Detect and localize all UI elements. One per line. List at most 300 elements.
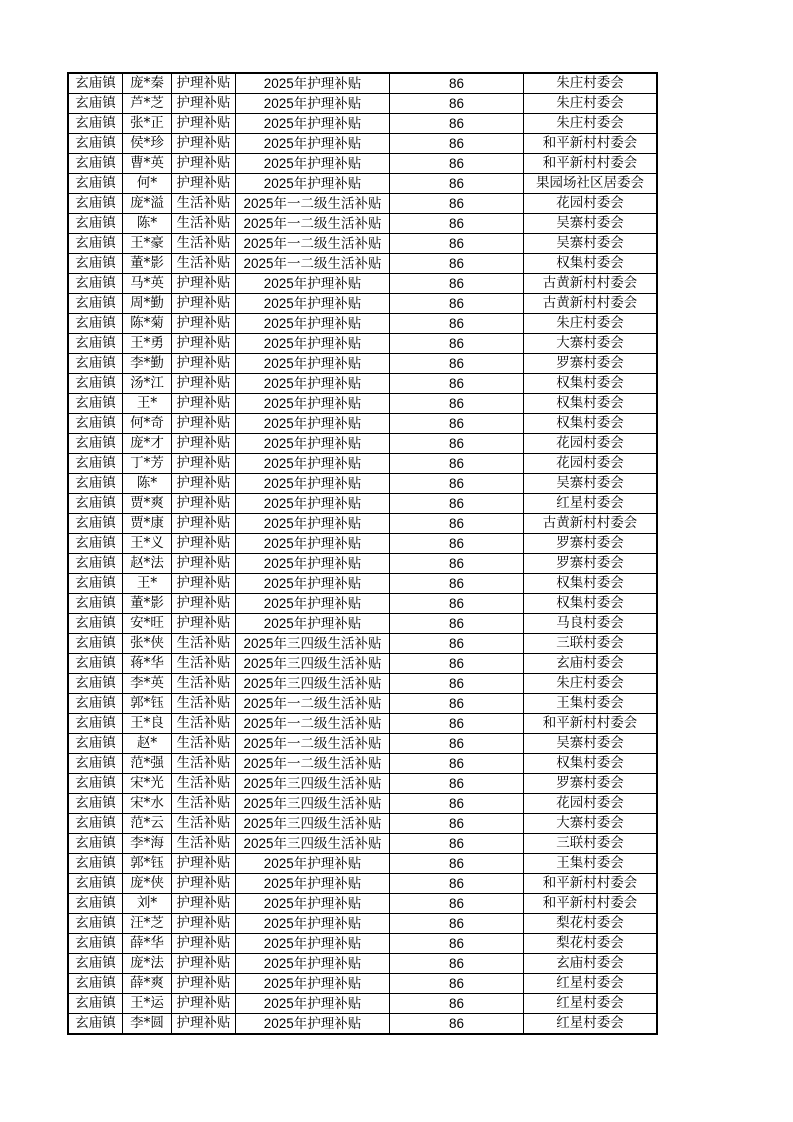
subsidy-item-cell: 2025年三四级生活补贴	[236, 794, 390, 814]
subsidy-type-cell: 护理补贴	[172, 894, 236, 914]
name-cell: 王*运	[123, 994, 172, 1014]
table-row	[68, 374, 657, 394]
subsidy-type-cell: 护理补贴	[172, 474, 236, 494]
town-cell: 玄庙镇	[68, 154, 123, 174]
subsidy-type-cell: 护理补贴	[172, 394, 236, 414]
subsidy-item-cell: 2025年护理补贴	[236, 994, 390, 1014]
village-committee-cell: 花园村委会	[524, 194, 658, 214]
subsidy-type-cell: 护理补贴	[172, 154, 236, 174]
town-cell: 玄庙镇	[68, 554, 123, 574]
town-cell: 玄庙镇	[68, 974, 123, 994]
name-cell: 何*奇	[123, 414, 172, 434]
name-cell: 周*勤	[123, 294, 172, 314]
subsidy-item-cell: 2025年护理补贴	[236, 514, 390, 534]
amount-cell: 86	[390, 654, 524, 674]
subsidy-item-cell: 2025年护理补贴	[236, 174, 390, 194]
name-cell: 贾*爽	[123, 494, 172, 514]
town-cell: 玄庙镇	[68, 614, 123, 634]
subsidy-type-cell: 护理补贴	[172, 334, 236, 354]
subsidy-item-cell: 2025年护理补贴	[236, 274, 390, 294]
subsidy-type-cell: 护理补贴	[172, 554, 236, 574]
town-cell: 玄庙镇	[68, 214, 123, 234]
village-committee-cell: 红星村委会	[524, 994, 658, 1014]
subsidy-item-cell: 2025年护理补贴	[236, 454, 390, 474]
amount-cell: 86	[390, 934, 524, 954]
amount-cell: 86	[390, 614, 524, 634]
subsidy-item-cell: 2025年护理补贴	[236, 474, 390, 494]
subsidy-item-cell: 2025年护理补贴	[236, 1014, 390, 1035]
subsidy-item-cell: 2025年三四级生活补贴	[236, 634, 390, 654]
amount-cell: 86	[390, 294, 524, 314]
amount-cell: 86	[390, 694, 524, 714]
subsidy-item-cell: 2025年护理补贴	[236, 394, 390, 414]
town-cell: 玄庙镇	[68, 434, 123, 454]
table-row	[68, 434, 657, 454]
village-committee-cell: 吴寨村委会	[524, 474, 658, 494]
village-committee-cell: 王集村委会	[524, 694, 658, 714]
subsidy-item-cell: 2025年护理补贴	[236, 134, 390, 154]
subsidy-type-cell: 生活补贴	[172, 714, 236, 734]
table-row	[68, 674, 657, 694]
table-row	[68, 294, 657, 314]
amount-cell: 86	[390, 914, 524, 934]
name-cell: 庞*才	[123, 434, 172, 454]
subsidy-item-cell: 2025年护理补贴	[236, 374, 390, 394]
table-row	[68, 274, 657, 294]
village-committee-cell: 红星村委会	[524, 1014, 658, 1035]
village-committee-cell: 玄庙村委会	[524, 654, 658, 674]
village-committee-cell: 朱庄村委会	[524, 314, 658, 334]
subsidy-type-cell: 生活补贴	[172, 734, 236, 754]
town-cell: 玄庙镇	[68, 334, 123, 354]
amount-cell: 86	[390, 674, 524, 694]
village-committee-cell: 马良村委会	[524, 614, 658, 634]
subsidy-type-cell: 护理补贴	[172, 514, 236, 534]
subsidy-type-cell: 护理补贴	[172, 574, 236, 594]
subsidy-item-cell: 2025年护理补贴	[236, 73, 390, 94]
village-committee-cell: 古黄新村村委会	[524, 274, 658, 294]
table-row	[68, 574, 657, 594]
town-cell: 玄庙镇	[68, 634, 123, 654]
table-row	[68, 214, 657, 234]
name-cell: 张*正	[123, 114, 172, 134]
town-cell: 玄庙镇	[68, 834, 123, 854]
subsidy-table-body	[68, 73, 657, 1034]
name-cell: 郭*钰	[123, 854, 172, 874]
subsidy-item-cell: 2025年护理补贴	[236, 354, 390, 374]
name-cell: 董*影	[123, 594, 172, 614]
table-row	[68, 954, 657, 974]
village-committee-cell: 罗寨村委会	[524, 554, 658, 574]
subsidy-item-cell: 2025年一二级生活补贴	[236, 234, 390, 254]
table-row	[68, 154, 657, 174]
village-committee-cell: 三联村委会	[524, 634, 658, 654]
amount-cell: 86	[390, 114, 524, 134]
town-cell: 玄庙镇	[68, 754, 123, 774]
subsidy-item-cell: 2025年护理补贴	[236, 534, 390, 554]
table-row	[68, 854, 657, 874]
amount-cell: 86	[390, 154, 524, 174]
name-cell: 汤*江	[123, 374, 172, 394]
amount-cell: 86	[390, 834, 524, 854]
subsidy-item-cell: 2025年护理补贴	[236, 874, 390, 894]
table-row	[68, 194, 657, 214]
subsidy-type-cell: 生活补贴	[172, 794, 236, 814]
amount-cell: 86	[390, 194, 524, 214]
village-committee-cell: 果园场社区居委会	[524, 174, 658, 194]
village-committee-cell: 玄庙村委会	[524, 954, 658, 974]
amount-cell: 86	[390, 634, 524, 654]
town-cell: 玄庙镇	[68, 674, 123, 694]
town-cell: 玄庙镇	[68, 454, 123, 474]
table-row	[68, 794, 657, 814]
subsidy-type-cell: 生活补贴	[172, 834, 236, 854]
subsidy-type-cell: 护理补贴	[172, 414, 236, 434]
subsidy-type-cell: 护理补贴	[172, 374, 236, 394]
amount-cell: 86	[390, 414, 524, 434]
subsidy-item-cell: 2025年三四级生活补贴	[236, 654, 390, 674]
table-row	[68, 834, 657, 854]
village-committee-cell: 权集村委会	[524, 754, 658, 774]
name-cell: 蒋*华	[123, 654, 172, 674]
amount-cell: 86	[390, 234, 524, 254]
subsidy-item-cell: 2025年一二级生活补贴	[236, 694, 390, 714]
amount-cell: 86	[390, 754, 524, 774]
town-cell: 玄庙镇	[68, 394, 123, 414]
table-row	[68, 314, 657, 334]
amount-cell: 86	[390, 474, 524, 494]
table-row	[68, 614, 657, 634]
table-row	[68, 134, 657, 154]
town-cell: 玄庙镇	[68, 294, 123, 314]
village-committee-cell: 权集村委会	[524, 414, 658, 434]
amount-cell: 86	[390, 794, 524, 814]
village-committee-cell: 古黄新村村委会	[524, 514, 658, 534]
subsidy-item-cell: 2025年护理补贴	[236, 974, 390, 994]
subsidy-item-cell: 2025年护理补贴	[236, 934, 390, 954]
subsidy-item-cell: 2025年护理补贴	[236, 314, 390, 334]
subsidy-type-cell: 护理补贴	[172, 874, 236, 894]
subsidy-item-cell: 2025年护理补贴	[236, 594, 390, 614]
subsidy-item-cell: 2025年护理补贴	[236, 954, 390, 974]
village-committee-cell: 和平新村村委会	[524, 714, 658, 734]
amount-cell: 86	[390, 714, 524, 734]
table-row	[68, 1014, 657, 1035]
name-cell: 薛*华	[123, 934, 172, 954]
subsidy-type-cell: 护理补贴	[172, 174, 236, 194]
subsidy-item-cell: 2025年护理补贴	[236, 334, 390, 354]
name-cell: 刘*	[123, 894, 172, 914]
table-row	[68, 994, 657, 1014]
table-row	[68, 234, 657, 254]
amount-cell: 86	[390, 594, 524, 614]
subsidy-type-cell: 生活补贴	[172, 814, 236, 834]
amount-cell: 86	[390, 994, 524, 1014]
table-row	[68, 474, 657, 494]
table-row	[68, 394, 657, 414]
table-row	[68, 114, 657, 134]
subsidy-type-cell: 护理补贴	[172, 494, 236, 514]
table-row	[68, 594, 657, 614]
town-cell: 玄庙镇	[68, 73, 123, 94]
amount-cell: 86	[390, 374, 524, 394]
amount-cell: 86	[390, 394, 524, 414]
subsidy-type-cell: 生活补贴	[172, 694, 236, 714]
amount-cell: 86	[390, 354, 524, 374]
amount-cell: 86	[390, 73, 524, 94]
village-committee-cell: 权集村委会	[524, 254, 658, 274]
amount-cell: 86	[390, 274, 524, 294]
name-cell: 庞*法	[123, 954, 172, 974]
table-row	[68, 514, 657, 534]
village-committee-cell: 朱庄村委会	[524, 114, 658, 134]
name-cell: 赵*法	[123, 554, 172, 574]
table-row	[68, 634, 657, 654]
name-cell: 宋*水	[123, 794, 172, 814]
name-cell: 庞*秦	[123, 73, 172, 94]
subsidy-item-cell: 2025年三四级生活补贴	[236, 814, 390, 834]
name-cell: 李*勤	[123, 354, 172, 374]
subsidy-item-cell: 2025年一二级生活补贴	[236, 754, 390, 774]
subsidy-item-cell: 2025年护理补贴	[236, 94, 390, 114]
subsidy-type-cell: 护理补贴	[172, 934, 236, 954]
subsidy-type-cell: 生活补贴	[172, 234, 236, 254]
amount-cell: 86	[390, 134, 524, 154]
village-committee-cell: 权集村委会	[524, 574, 658, 594]
amount-cell: 86	[390, 894, 524, 914]
subsidy-type-cell: 生活补贴	[172, 214, 236, 234]
amount-cell: 86	[390, 334, 524, 354]
name-cell: 丁*芳	[123, 454, 172, 474]
subsidy-item-cell: 2025年护理补贴	[236, 554, 390, 574]
table-row	[68, 894, 657, 914]
table-row	[68, 414, 657, 434]
town-cell: 玄庙镇	[68, 94, 123, 114]
amount-cell: 86	[390, 954, 524, 974]
amount-cell: 86	[390, 854, 524, 874]
village-committee-cell: 花园村委会	[524, 454, 658, 474]
subsidy-item-cell: 2025年护理补贴	[236, 434, 390, 454]
subsidy-item-cell: 2025年一二级生活补贴	[236, 214, 390, 234]
table-row	[68, 774, 657, 794]
village-committee-cell: 古黄新村村委会	[524, 294, 658, 314]
name-cell: 王*勇	[123, 334, 172, 354]
subsidy-type-cell: 护理补贴	[172, 314, 236, 334]
subsidy-type-cell: 生活补贴	[172, 194, 236, 214]
name-cell: 芦*芝	[123, 94, 172, 114]
name-cell: 陈*菊	[123, 314, 172, 334]
subsidy-item-cell: 2025年一二级生活补贴	[236, 254, 390, 274]
town-cell: 玄庙镇	[68, 814, 123, 834]
subsidy-type-cell: 护理补贴	[172, 73, 236, 94]
village-committee-cell: 权集村委会	[524, 374, 658, 394]
table-row	[68, 654, 657, 674]
subsidy-table	[67, 72, 658, 1035]
village-committee-cell: 朱庄村委会	[524, 73, 658, 94]
table-row	[68, 914, 657, 934]
amount-cell: 86	[390, 254, 524, 274]
village-committee-cell: 大寨村委会	[524, 814, 658, 834]
town-cell: 玄庙镇	[68, 794, 123, 814]
town-cell: 玄庙镇	[68, 914, 123, 934]
amount-cell: 86	[390, 534, 524, 554]
town-cell: 玄庙镇	[68, 734, 123, 754]
name-cell: 宋*光	[123, 774, 172, 794]
name-cell: 马*英	[123, 274, 172, 294]
subsidy-type-cell: 生活补贴	[172, 634, 236, 654]
town-cell: 玄庙镇	[68, 994, 123, 1014]
subsidy-type-cell: 生活补贴	[172, 774, 236, 794]
subsidy-type-cell: 护理补贴	[172, 274, 236, 294]
village-committee-cell: 红星村委会	[524, 494, 658, 514]
village-committee-cell: 和平新村村委会	[524, 874, 658, 894]
village-committee-cell: 王集村委会	[524, 854, 658, 874]
name-cell: 李*海	[123, 834, 172, 854]
subsidy-item-cell: 2025年护理补贴	[236, 154, 390, 174]
town-cell: 玄庙镇	[68, 934, 123, 954]
town-cell: 玄庙镇	[68, 134, 123, 154]
table-row	[68, 354, 657, 374]
subsidy-type-cell: 护理补贴	[172, 114, 236, 134]
town-cell: 玄庙镇	[68, 954, 123, 974]
table-row	[68, 874, 657, 894]
name-cell: 陈*	[123, 474, 172, 494]
village-committee-cell: 花园村委会	[524, 434, 658, 454]
table-row	[68, 254, 657, 274]
name-cell: 庞*溢	[123, 194, 172, 214]
subsidy-type-cell: 护理补贴	[172, 434, 236, 454]
village-committee-cell: 大寨村委会	[524, 334, 658, 354]
subsidy-type-cell: 生活补贴	[172, 654, 236, 674]
amount-cell: 86	[390, 574, 524, 594]
subsidy-item-cell: 2025年护理补贴	[236, 414, 390, 434]
table-row	[68, 754, 657, 774]
subsidy-item-cell: 2025年一二级生活补贴	[236, 194, 390, 214]
subsidy-item-cell: 2025年护理补贴	[236, 614, 390, 634]
amount-cell: 86	[390, 314, 524, 334]
amount-cell: 86	[390, 554, 524, 574]
name-cell: 王*豪	[123, 234, 172, 254]
amount-cell: 86	[390, 974, 524, 994]
amount-cell: 86	[390, 814, 524, 834]
table-row	[68, 974, 657, 994]
village-committee-cell: 罗寨村委会	[524, 774, 658, 794]
subsidy-type-cell: 护理补贴	[172, 594, 236, 614]
subsidy-item-cell: 2025年护理补贴	[236, 574, 390, 594]
name-cell: 庞*侠	[123, 874, 172, 894]
subsidy-type-cell: 生活补贴	[172, 674, 236, 694]
table-row	[68, 554, 657, 574]
town-cell: 玄庙镇	[68, 254, 123, 274]
amount-cell: 86	[390, 174, 524, 194]
table-row	[68, 174, 657, 194]
name-cell: 李*英	[123, 674, 172, 694]
subsidy-item-cell: 2025年一二级生活补贴	[236, 734, 390, 754]
town-cell: 玄庙镇	[68, 114, 123, 134]
village-committee-cell: 梨花村委会	[524, 914, 658, 934]
name-cell: 何*	[123, 174, 172, 194]
subsidy-item-cell: 2025年护理补贴	[236, 854, 390, 874]
name-cell: 汪*芝	[123, 914, 172, 934]
name-cell: 曹*英	[123, 154, 172, 174]
subsidy-type-cell: 护理补贴	[172, 974, 236, 994]
town-cell: 玄庙镇	[68, 894, 123, 914]
town-cell: 玄庙镇	[68, 714, 123, 734]
town-cell: 玄庙镇	[68, 774, 123, 794]
amount-cell: 86	[390, 774, 524, 794]
table-row	[68, 534, 657, 554]
table-row	[68, 334, 657, 354]
table-row	[68, 714, 657, 734]
town-cell: 玄庙镇	[68, 1014, 123, 1035]
table-row	[68, 454, 657, 474]
village-committee-cell: 梨花村委会	[524, 934, 658, 954]
subsidy-item-cell: 2025年护理补贴	[236, 494, 390, 514]
name-cell: 陈*	[123, 214, 172, 234]
village-committee-cell: 吴寨村委会	[524, 234, 658, 254]
town-cell: 玄庙镇	[68, 694, 123, 714]
town-cell: 玄庙镇	[68, 494, 123, 514]
amount-cell: 86	[390, 454, 524, 474]
subsidy-type-cell: 护理补贴	[172, 1014, 236, 1035]
amount-cell: 86	[390, 734, 524, 754]
subsidy-type-cell: 护理补贴	[172, 914, 236, 934]
subsidy-item-cell: 2025年三四级生活补贴	[236, 834, 390, 854]
village-committee-cell: 罗寨村委会	[524, 534, 658, 554]
table-row	[68, 73, 657, 94]
name-cell: 侯*珍	[123, 134, 172, 154]
name-cell: 董*影	[123, 254, 172, 274]
village-committee-cell: 罗寨村委会	[524, 354, 658, 374]
town-cell: 玄庙镇	[68, 594, 123, 614]
town-cell: 玄庙镇	[68, 874, 123, 894]
subsidy-item-cell: 2025年一二级生活补贴	[236, 714, 390, 734]
name-cell: 王*义	[123, 534, 172, 554]
name-cell: 郭*钰	[123, 694, 172, 714]
village-committee-cell: 和平新村村委会	[524, 154, 658, 174]
table-row	[68, 94, 657, 114]
amount-cell: 86	[390, 494, 524, 514]
name-cell: 范*强	[123, 754, 172, 774]
table-row	[68, 814, 657, 834]
town-cell: 玄庙镇	[68, 514, 123, 534]
table-row	[68, 694, 657, 714]
subsidy-type-cell: 护理补贴	[172, 354, 236, 374]
amount-cell: 86	[390, 214, 524, 234]
subsidy-type-cell: 生活补贴	[172, 754, 236, 774]
name-cell: 王*良	[123, 714, 172, 734]
name-cell: 安*旺	[123, 614, 172, 634]
town-cell: 玄庙镇	[68, 654, 123, 674]
town-cell: 玄庙镇	[68, 474, 123, 494]
subsidy-item-cell: 2025年护理补贴	[236, 114, 390, 134]
subsidy-type-cell: 护理补贴	[172, 534, 236, 554]
town-cell: 玄庙镇	[68, 574, 123, 594]
table-row	[68, 734, 657, 754]
village-committee-cell: 朱庄村委会	[524, 674, 658, 694]
subsidy-item-cell: 2025年护理补贴	[236, 894, 390, 914]
town-cell: 玄庙镇	[68, 534, 123, 554]
town-cell: 玄庙镇	[68, 854, 123, 874]
village-committee-cell: 权集村委会	[524, 594, 658, 614]
town-cell: 玄庙镇	[68, 174, 123, 194]
subsidy-type-cell: 生活补贴	[172, 254, 236, 274]
name-cell: 李*圆	[123, 1014, 172, 1035]
town-cell: 玄庙镇	[68, 234, 123, 254]
town-cell: 玄庙镇	[68, 314, 123, 334]
town-cell: 玄庙镇	[68, 194, 123, 214]
subsidy-type-cell: 护理补贴	[172, 94, 236, 114]
